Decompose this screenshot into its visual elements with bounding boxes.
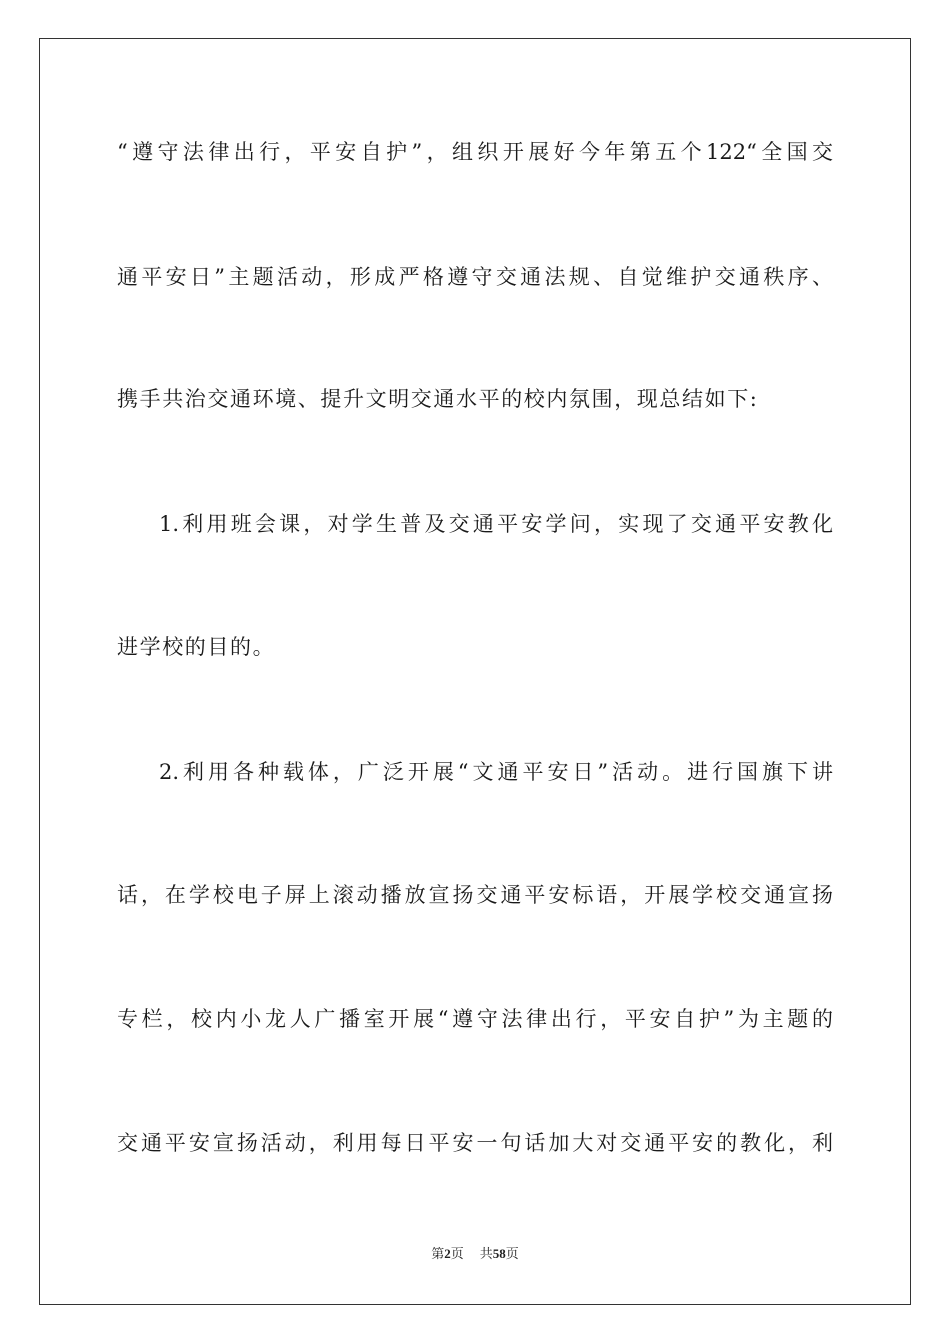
- text-line-5: 进学校的目的。: [117, 635, 276, 659]
- total-page-count: 58: [492, 1246, 506, 1261]
- page-footer: [0, 1245, 950, 1264]
- total-suffix: 页: [505, 1247, 519, 1262]
- page-suffix: 页: [450, 1247, 464, 1262]
- text-line-4: 1.利用班会课，对学生普及交通平安学问，实现了交通平安教化: [159, 512, 833, 536]
- current-page-number: 2: [444, 1246, 451, 1261]
- text-line-3: 携手共治交通环境、提升文明交通水平的校内氛围，现总结如下:: [117, 387, 759, 411]
- text-line-2: 通平安日”主题活动，形成严格遵守交通法规、自觉维护交通秩序、: [117, 265, 833, 289]
- text-line-9: 交通平安宣扬活动，利用每日平安一句话加大对交通平安的教化，利: [117, 1131, 833, 1155]
- page-prefix: 第: [431, 1247, 445, 1262]
- page-border: [39, 38, 911, 1305]
- text-line-6: 2.利用各种载体，广泛开展“文通平安日”活动。进行国旗下讲: [159, 760, 833, 784]
- total-prefix: 共: [479, 1247, 493, 1262]
- text-line-1: “遵守法律出行，平安自护”，组织开展好今年第五个122“全国交: [117, 140, 833, 164]
- text-line-7: 话，在学校电子屏上滚动播放宣扬交通平安标语，开展学校交通宣扬: [117, 883, 833, 907]
- text-line-8: 专栏，校内小龙人广播室开展“遵守法律出行，平安自护”为主题的: [117, 1007, 833, 1031]
